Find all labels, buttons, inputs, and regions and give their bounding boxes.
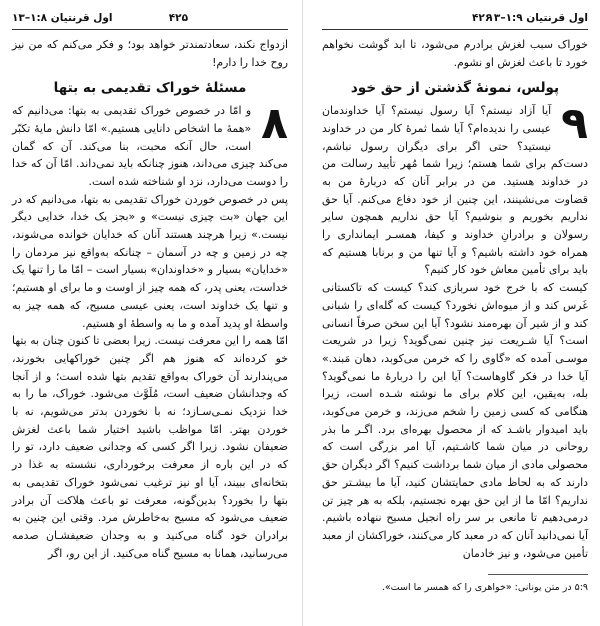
page-header bbox=[12, 8, 288, 30]
paragraph: کیست که با خرج خود سربازی کند؟ کیست که تاکستانی غَرس کند و از میوه‌اش نخورد؟ کیست که گله‌ای را شبانی کند و از شیر آن بهره‌مند نشود؟ آیا این سخن صرفاً انسانی است؟ آیا شـریعت نیز چنین نمی‌گوید؟ زیرا در شریعت موسـی آمده که «گاوی را که خرمن می‌کوبد، دهان مَبند.» آیا خدا در فکر گاوهاست؟ آیا این را دربارهٔ ما نمی‌گوید؟ بله، به‌یقین، این کلام برای ما نوشته شـده است، زیرا هنگامی که کسی زمین را شخم می‌زند، و خرمن می‌کوبد، باید امیدوار باشـد که از محصول بهره‌ای برد. اگـر ما بذر روحانی در میان شما کاشـتیم، آیا امر بزرگی است که محصولی مادی از میان شما برداشت کنیم؟ اگر دیگران حق دارند که به لحاظ مادی حمایتشان کنید، آیا ما بیشـتر حق نداریم؟ امّا ما از این حق بهره نجستیم، بلکه به هر چیز تن درمی‌دهیم تا مانعی بر سر راه انجیل مسیح ننهاده باشیم. آیا نمی‌دانید آنان که در معبد کار می‌کنند، خوراکشان از معبد تأمین می‌شود، و نیز خادمان bbox=[322, 281, 588, 560]
page-gutter bbox=[302, 0, 303, 626]
chapter-number: ۸ bbox=[261, 98, 288, 150]
section-heading: پولس، نمونهٔ گذشتن از حق خود bbox=[350, 80, 560, 97]
page-header bbox=[322, 8, 588, 30]
footnote-rule bbox=[488, 574, 588, 575]
page-body bbox=[322, 36, 588, 562]
footnote: ۵:۹ در متن یونانی: «خواهری را که همسر ما است». bbox=[381, 582, 588, 594]
paragraph: آیا آزاد نیستم؟ آیا رسول نیستم؟ آیا خداوندمان عیسی را ندیده‌ام؟ آیا شما ثمرهٔ کار من در خداوند نیستید؟ حتی اگر برای دیگران رسول نباشم، دست‌کم برای شما هستم؛ زیرا شما مُهر تأیید رسالت من در خداوند هستید. من در برابر آنان که دربارهٔ من به قضاوت می‌نشینند، این چنین از خود دفاع می‌کنم. آیا حق نداریم بخوریم و بنوشیم؟ آیا حق نداریم همچون سایر رسولان و برادرانِ خداوند و کیفا، همسـر ایمانداری را همراه خود داشته باشیم؟ و آیا تنها من و برنابا هستیم که باید برای تأمین معاش خود کار کنیم؟ bbox=[322, 104, 588, 277]
running-title: اول قرنتیان ۱:۹–۱۳ bbox=[487, 12, 588, 24]
paragraph: پس در خصوص خوردن خوراک تقدیمی به بتها، می‌دانیم که در این جهان «بت چیزی نیست» و «بجز یک خدا، خدایی دیگر نیست.» زیرا هرچند هستند آنان که خدایان خوانده می‌شوند، چه در زمین و چه در آسمان – چنانکه به‌واقع نیز مردمان را «خدایان» بسیار و «خداوندان» بسیار است – امّا ما را تنها یک خداست، یعنی پدر، که همه چیز از اوست و ما برای او هستیم؛ و تنها یک خداوند است، یعنی عیسی مسیح، که همه چیز به واسطهٔ او پدید آمده و ما به واسطهٔ او هستیم. bbox=[12, 192, 288, 330]
paragraph: امّا همه را این معرفت نیست. زیرا بعضی تا کنون چنان به بتها خو کرده‌اند که هنوز هم اگر چنین خوراکهایی بخورند، می‌پندارند آن خوراک به‌واقع تقدیم بتها شده است؛ و از آنجا که وجدانشان ضعیف است، مُلَوَّث می‌شود. خوراک، ما را به خدا نزدیک نمـی‌سـازد؛ نه با نخوردن بدتر می‌شویم، نه با خوردن بهتر. امّا مواظب باشید اختیار شما باعث لغزش ضعیفان نشود. زیرا اگر کسی که وجدانی ضعیف دارد، تو را که در این باره از معرفت برخورداری، نشسته به غذا در بتخانه‌ای ببیند، آیا او نیز ترغیب نمی‌شود خوراک تقدیمی به بتها را بخورد؟ بدین‌گونه، معرفت تو باعث هلاکت آن برادر ضعیف می‌شود که مسیح به‌خاطرش مرد. وقتی این چنین به برادران خود گناه می‌کنید و به وجدان ضعیفشـان صدمه می‌رسانید، همانا به مسیح گناه می‌کنید. از این رو، اگر bbox=[12, 334, 288, 560]
right-page bbox=[308, 0, 600, 626]
header-rule bbox=[322, 29, 588, 30]
header-rule bbox=[12, 29, 288, 30]
continuation-text: ازدواج نکند، سعادتمندتر خواهد بود؛ و فکر می‌کنم که من نیز روح خدا را دارم! bbox=[12, 38, 288, 69]
chapter-number: ۹ bbox=[561, 98, 588, 150]
continuation-text: خوراک سبب لغزش برادرم می‌شود، تا ابد گوشت نخواهم خورد تا باعث لغزش او نشوم. bbox=[322, 38, 588, 69]
running-title: اول قرنتیان ۱:۸–۱۳ bbox=[12, 12, 113, 24]
section-heading: مسئلهٔ خوراک تقدیمی به بتها bbox=[53, 80, 247, 97]
page-body bbox=[12, 36, 288, 562]
page-number: ۴۲۶ bbox=[472, 12, 492, 24]
paragraph: و امّا در خصوص خوراک تقدیمی به بتها: می‌دانیم که «همهٔ ما اشخاص دانایی هستیم.» امّا دانش مایهٔ تکبّر است، حال آنکه محبت، بنا می‌کند. آن که گمان می‌کند چیزی می‌داند، هنوز چنانکه باید نمی‌داند. امّا آن که خدا را دوست می‌دارد، نزد او شناخته شده است. bbox=[12, 104, 288, 188]
page-number: ۴۲۵ bbox=[168, 12, 188, 24]
